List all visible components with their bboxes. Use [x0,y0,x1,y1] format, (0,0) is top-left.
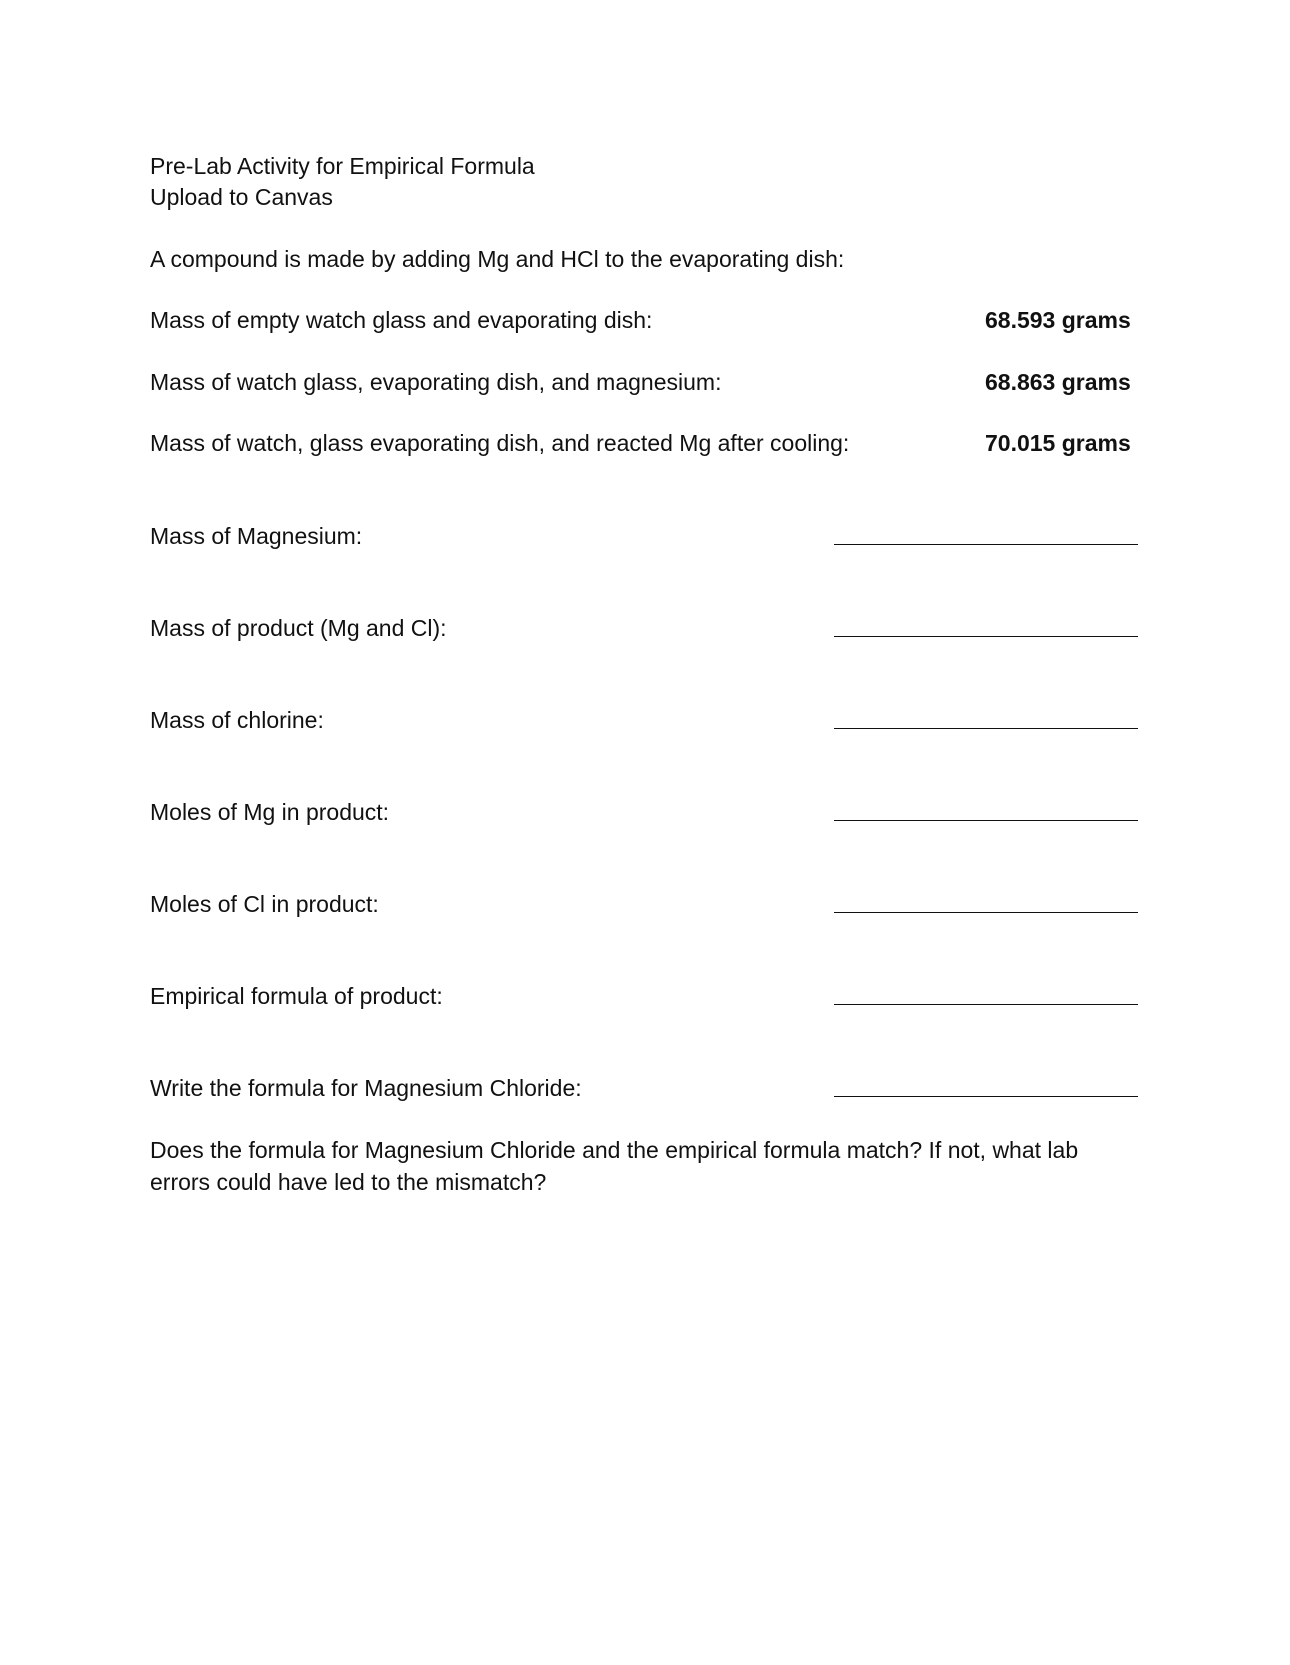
answer-blank-mass-product[interactable] [834,636,1138,637]
intro-text: A compound is made by adding Mg and HCl to the evaporating dish: [150,246,845,272]
question-magnesium-chloride-formula: Write the formula for Magnesium Chloride: [150,1075,582,1101]
given-label-empty-dish: Mass of empty watch glass and evaporating dish: [150,307,653,333]
question-empirical-formula: Empirical formula of product: [150,983,443,1009]
question-moles-mg: Moles of Mg in product: [150,799,390,825]
question-moles-cl: Moles of Cl in product: [150,891,379,917]
answer-blank-empirical-formula[interactable] [834,1004,1138,1005]
final-question: Does the formula for Magnesium Chloride and the empirical formula match? If not, what lab errors could have led to the mismatch? [150,1137,1079,1195]
question-mass-product: Mass of product (Mg and Cl): [150,615,447,641]
page-subtitle: Upload to Canvas [150,184,333,210]
answer-blank-mass-magnesium[interactable] [834,544,1138,545]
answer-blank-moles-cl[interactable] [834,912,1138,913]
given-label-after-cooling: Mass of watch, glass evaporating dish, and reacted Mg after cooling: [150,430,850,456]
given-label-with-magnesium: Mass of watch glass, evaporating dish, and magnesium: [150,369,722,395]
answer-blank-magnesium-chloride-formula[interactable] [834,1096,1138,1097]
given-value-empty-dish: 68.593 grams [985,307,1131,333]
answer-blank-mass-chlorine[interactable] [834,728,1138,729]
question-mass-magnesium: Mass of Magnesium: [150,523,363,549]
question-mass-chlorine: Mass of chlorine: [150,707,324,733]
given-value-after-cooling: 70.015 grams [985,430,1131,456]
page-title: Pre-Lab Activity for Empirical Formula [150,153,535,179]
answer-blank-moles-mg[interactable] [834,820,1138,821]
given-value-with-magnesium: 68.863 grams [985,369,1131,395]
